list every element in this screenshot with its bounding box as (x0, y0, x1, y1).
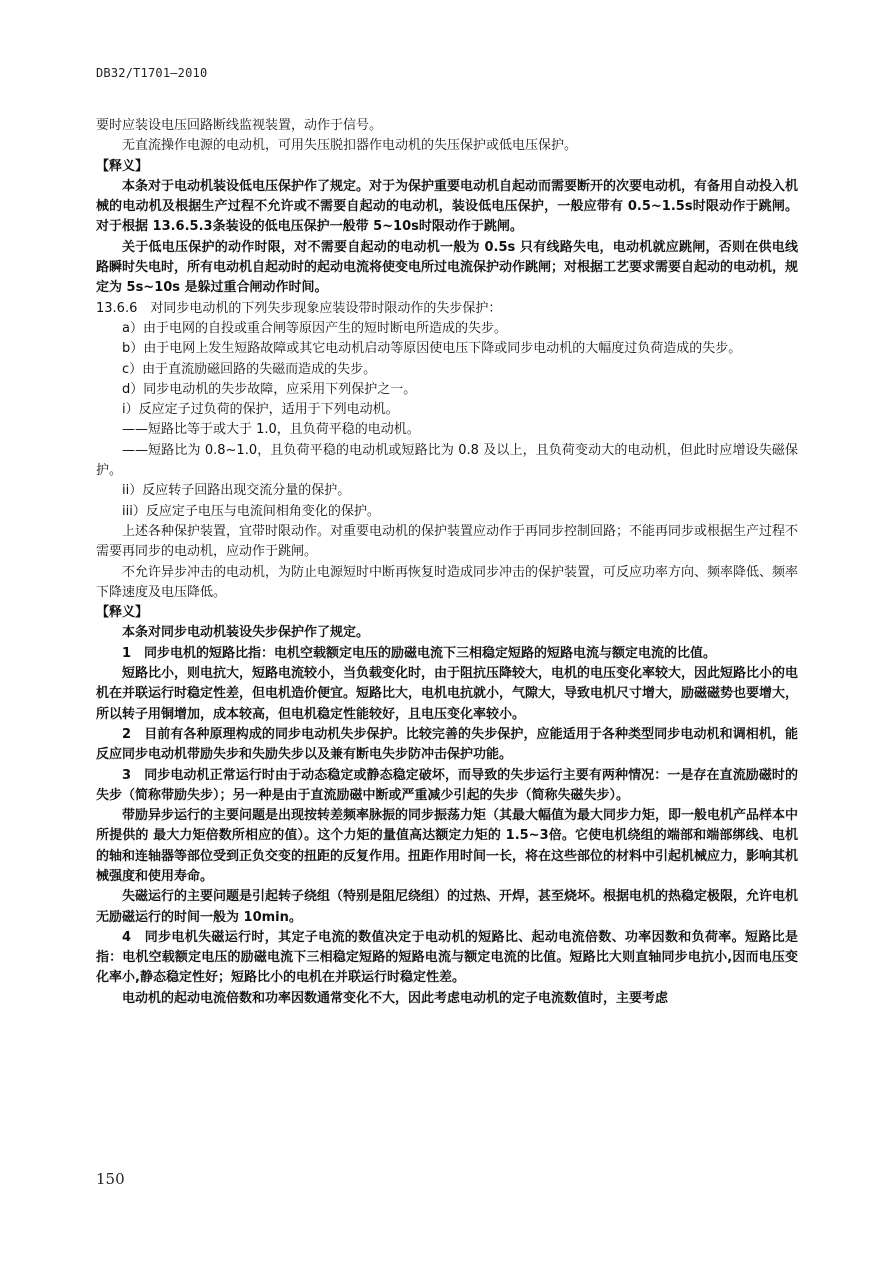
paragraph: 带励异步运行的主要问题是出现按转差频率脉振的同步振荡力矩（其最大幅值为最大同步力矩，即一般电机产品样本中所提供的 最大力矩倍数所相应的值）。这个力矩的量值高达额定力矩的 1.5~3倍。它使电机绕组的端部和端部绑线、电机的轴和连轴器等部位受到正负交变的扭距的反复作用。扭距作用时间一长，将在这些部位的材料中引起机械应力，影响其机械强度和使用寿命。 (96, 808, 799, 884)
list-item: ——短路比为 0.8~1.0，且负荷平稳的电动机或短路比为 0.8 及以上，且负荷变动大的电动机，但此时应增设失磁保护。 (96, 442, 798, 479)
paragraph: 本条对于电动机装设低电压保护作了规定。对于为保护重要电动机自起动而需要断开的次要电动机，有备用自动投入机械的电动机及根据生产过程不允许或不需要自起动的电动机，装设低电压保护，一般应带有 0.5~1.5s时限动作于跳闸。对于根据 13.6.5.3条装设的低电压保护一般带 5~10s时限动作于跳闸。 (96, 178, 799, 235)
interpretation-heading: 【释义】 (96, 158, 149, 174)
document-body (96, 116, 798, 1009)
page-number: 150 (96, 1170, 125, 1188)
paragraph: 失磁运行的主要问题是引起转子绕组（特别是阻尼绕组）的过热、开焊，甚至烧坏。根据电机的热稳定极限，允许电机无励磁运行的时间一般为 10min。 (96, 889, 799, 925)
paragraph: 4 同步电机失磁运行时，其定子电流的数值决定于电动机的短路比、起动电流倍数、功率因数和负荷率。短路比是指：电机空载额定电压的励磁电流下三相稳定短路的短路电流与额定电流的比值。短路比大则直轴同步电抗小,因而电压变化率小,静态稳定性好；短路比小的电机在并联运行时稳定性差。 (96, 929, 798, 986)
list-item: b）由于电网上发生短路故障或其它电动机启动等原因使电压下降或同步电动机的大幅度过负荷造成的失步。 (122, 341, 742, 357)
clause-heading: 13.6.6 对同步电动机的下列失步现象应装设带时限动作的失步保护： (96, 300, 502, 316)
list-item: a）由于电网的自投或重合闸等原因产生的短时断电所造成的失步。 (122, 320, 507, 336)
list-item: ii）反应转子回路出现交流分量的保护。 (122, 483, 351, 499)
list-item: d）同步电动机的失步故障，应采用下列保护之一。 (122, 381, 417, 397)
list-item: ——短路比等于或大于 1.0，且负荷平稳的电动机。 (122, 422, 420, 438)
list-item: c）由于直流励磁回路的失磁而造成的失步。 (122, 361, 377, 377)
paragraph: 电动机的起动电流倍数和功率因数通常变化不大，因此考虑电动机的定子电流数值时，主要考虑 (122, 990, 669, 1006)
list-item: i）反应定子过负荷的保护，适用于下列电动机。 (122, 402, 399, 418)
interpretation-heading: 【释义】 (96, 605, 149, 621)
paragraph: 无直流操作电源的电动机，可用失压脱扣器作电动机的失压保护或低电压保护。 (122, 138, 578, 154)
paragraph: 本条对同步电动机装设失步保护作了规定。 (122, 625, 370, 641)
list-item: iii）反应定子电压与电流间相角变化的保护。 (122, 503, 380, 519)
paragraph: 1 同步电机的短路比指：电机空载额定电压的励磁电流下三相稳定短路的短路电流与额定电流的比值。 (122, 645, 717, 661)
paragraph: 2 目前有各种原理构成的同步电动机失步保护。比较完善的失步保护，应能适用于各种类型同步电动机和调相机，能反应同步电动机带励失步和失励失步以及兼有断电失步防冲击保护功能。 (96, 726, 798, 763)
paragraph: 要时应装设电压回路断线监视装置，动作于信号。 (96, 118, 383, 133)
paragraph: 关于低电压保护的动作时限，对不需要自起动的电动机一般为 0.5s 只有线路失电，电动机就应跳闸，否则在供电线路瞬时失电时，所有电动机自起动时的起动电流将使变电所过电流保护动作跳闸；对根据工艺要求需要自起动的电动机，规定为 5s~10s 是躲过重合闸动作时间。 (96, 239, 799, 296)
paragraph: 不允许异步冲击的电动机，为防止电源短时中断再恢复时造成同步冲击的保护装置，可反应功率方向、频率降低、频率下降速度及电压降低。 (96, 564, 799, 600)
paragraph: 3 同步电动机正常运行时由于动态稳定或静态稳定破坏，而导致的失步运行主要有两种情况：一是存在直流励磁时的失步（简称带励失步）；另一种是由于直流励磁中断或严重减少引起的失步（简称失磁失步）。 (96, 767, 798, 803)
document-code-header: DB32/T1701—2010 (96, 66, 208, 80)
paragraph: 上述各种保护装置，宜带时限动作。对重要电动机的保护装置应动作于再同步控制回路；不能再同步或根据生产过程不需要再同步的电动机，应动作于跳闸。 (96, 523, 799, 560)
paragraph: 短路比小，则电抗大，短路电流较小，当负载变化时，由于阻抗压降较大，电机的电压变化率较大，因此短路比小的电机在并联运行时稳定性差，但电机造价便宜。短路比大，电机电抗就小，气隙大，导致电机尺寸增大，励磁磁势也要增大，所以转子用铜增加，成本较高，但电机稳定性能较好，且电压变化率较小。 (96, 666, 799, 722)
